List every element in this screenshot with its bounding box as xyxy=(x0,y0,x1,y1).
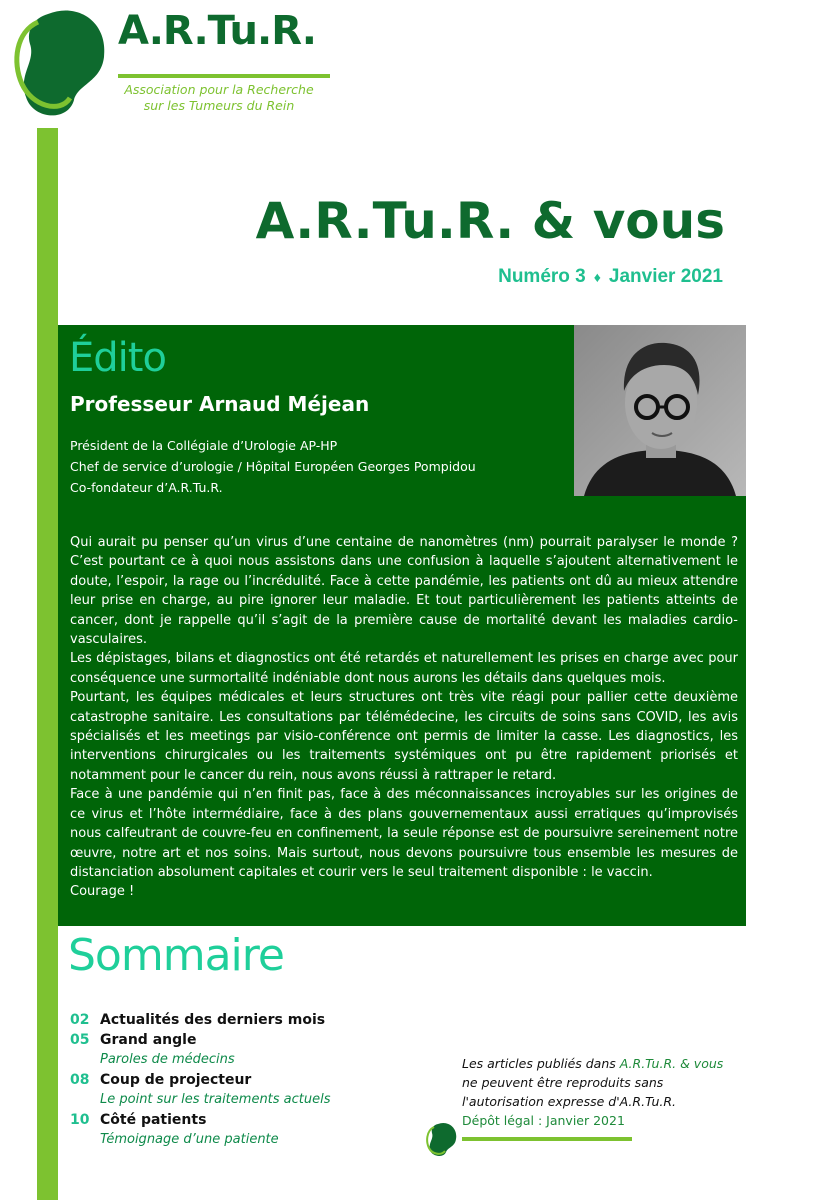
notice-publication-name: A.R.Tu.R. & vous xyxy=(619,1056,724,1071)
left-accent-bar xyxy=(37,128,58,1200)
author-portrait xyxy=(574,325,746,496)
author-role: Chef de service d’urologie / Hôpital Européen Georges Pompidou xyxy=(70,459,476,474)
toc-item[interactable] xyxy=(70,1070,331,1110)
edito-paragraph: Pourtant, les équipes médicales et leurs structures ont très vite réagi pour pallier cette deuxième catastrophe sanitaire. Les consultations par télémédecine, les circuits de soins sans COVID, les avis spécialisés et les meetings par visio-conférence ont permis de limiter la casse. Les diagnostics, les interventions chirurgicales ou les traitements systémiques ont pu être rapidement priorisés et notamment pour le cancer du rein, nous avons réussi à rattraper le retard. xyxy=(70,690,738,783)
edito-body xyxy=(70,533,738,902)
copyright-notice xyxy=(462,1054,723,1130)
toc-subtitle: Le point sur les traitements actuels xyxy=(100,1092,331,1107)
notice-text: Les articles publiés dans xyxy=(462,1056,620,1071)
toc-page-number: 02 xyxy=(70,1012,90,1028)
newsletter-title: A.R.Tu.R. & vous xyxy=(255,192,725,250)
author-roles xyxy=(70,435,476,498)
logo-subtitle-line2: sur les Tumeurs du Rein xyxy=(143,98,295,113)
edito-paragraph: Les dépistages, bilans et diagnostics ont été retardés et naturellement les prises en charge avec pour conséquence une surmortalité indéniable dont nous aurons les détails dans quelques mois. xyxy=(70,651,738,686)
edito-heading: Édito xyxy=(69,335,166,381)
issue-date: Janvier 2021 xyxy=(608,266,723,287)
edito-paragraph: Face à une pandémie qui n’en finit pas, face à des méconnaissances incroyables sur les origines de ce virus et l’hôte intermédiaire, face à des plans gouvernementaux aussi erratiques qu’improvisés nous calfeutrant de couvre-feu en confinement, la seule réponse est de poursuivre sereinement notre œuvre, notre art et nos soins. Mais surtout, nous devons poursuivre tous ensemble les mesures de distanciation absolument capitales et courir vers le seul traitement disponible : le vaccin. xyxy=(70,787,738,880)
toc-item[interactable] xyxy=(70,1030,331,1070)
author-role: Co-fondateur d’A.R.Tu.R. xyxy=(70,480,223,495)
logo-underline xyxy=(118,74,330,78)
legal-deposit: Dépôt légal : Janvier 2021 xyxy=(462,1113,625,1128)
toc-page-number: 10 xyxy=(70,1112,90,1128)
artur-logo xyxy=(8,2,338,122)
toc-title: Côté patients xyxy=(100,1112,207,1128)
notice-text: l'autorisation expresse d'A.R.Tu.R. xyxy=(462,1094,677,1109)
edito-paragraph: Qui aurait pu penser qu’un virus d’une centaine de nanomètres (nm) pourrait paralyser le monde ? C’est pourtant ce à quoi nous assistons dans une confusion à laquelle s’ajoutent alternativement le doute, l’espoir, la rage ou l’incrédulité. Face à cette pandémie, les patients ont dû au mieux attendre leur prise en charge, au pire ignorer leur maladie. Et tout particulièrement les patients atteints de cancer, dont je rappelle qu’il s’agit de la première cause de mortalité devant les maladies cardio-vasculaires. xyxy=(70,535,738,648)
logo-subtitle xyxy=(104,82,334,114)
author-role: Président de la Collégiale d’Urologie AP-HP xyxy=(70,438,338,453)
toc-subtitle: Témoignage d’une patiente xyxy=(100,1132,279,1147)
issue-number: Numéro 3 xyxy=(498,266,586,287)
toc-title: Coup de projecteur xyxy=(100,1072,252,1088)
notice-text: ne peuvent être reproduits sans xyxy=(462,1075,664,1090)
edito-author: Professeur Arnaud Méjean xyxy=(70,392,370,416)
kidney-footer-icon xyxy=(424,1120,460,1156)
toc-subtitle: Paroles de médecins xyxy=(100,1052,235,1067)
table-of-contents xyxy=(70,1010,331,1150)
edito-section xyxy=(58,325,746,926)
logo-subtitle-line1: Association pour la Recherche xyxy=(124,82,314,97)
edito-paragraph: Courage ! xyxy=(70,884,135,900)
toc-item[interactable] xyxy=(70,1010,331,1030)
toc-title: Grand angle xyxy=(100,1032,197,1048)
toc-page-number: 05 xyxy=(70,1032,90,1048)
logo-name: A.R.Tu.R. xyxy=(118,8,316,54)
toc-title: Actualités des derniers mois xyxy=(100,1012,326,1028)
kidney-logo-icon xyxy=(8,2,118,122)
sommaire-heading: Sommaire xyxy=(68,930,284,981)
toc-item[interactable] xyxy=(70,1110,331,1150)
diamond-separator-icon: ♦ xyxy=(593,269,601,285)
issue-info xyxy=(498,266,723,288)
toc-page-number: 08 xyxy=(70,1072,90,1088)
footer-underline xyxy=(462,1137,632,1141)
